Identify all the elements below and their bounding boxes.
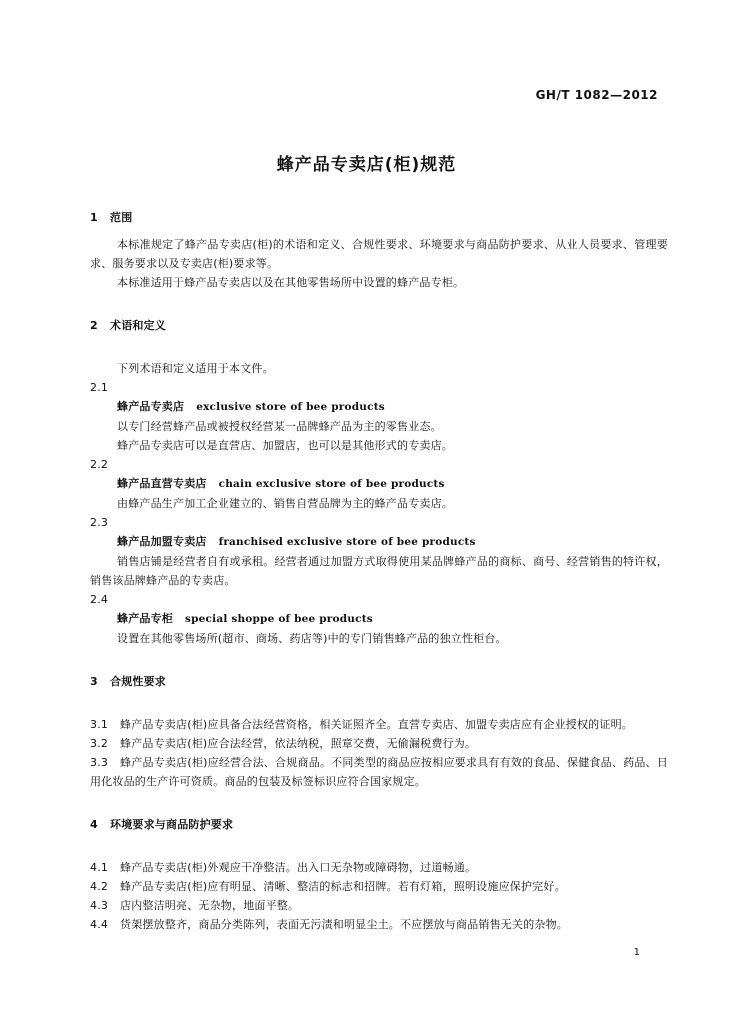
section-heading-environment	[90, 815, 668, 834]
document-title: 蜂产品专卖店(柜)规范	[276, 155, 457, 175]
section-heading-compliance	[90, 672, 668, 691]
clause-number: 3.3	[90, 756, 109, 769]
clause-number: 4.3	[90, 899, 109, 912]
clause-number: 4.4	[90, 918, 109, 931]
clause-text: 蜂产品专卖店(柜)应合法经营，依法纳税，照章交费，无偷漏税费行为。	[120, 737, 477, 750]
page-number: 1	[633, 947, 640, 958]
term-entry	[90, 532, 668, 552]
section-title: 环境要求与商品防护要求	[110, 818, 234, 831]
clause-text: 蜂产品专卖店(柜)应经营合法、合规商品。不同类型的商品应按相应要求具有有效的食品、保健食品、药品、日用化妆品的生产许可资质。商品的包装及标签标识应符合国家规定。	[90, 756, 668, 788]
term-entry	[90, 397, 668, 417]
clause	[90, 734, 668, 753]
section-title: 术语和定义	[110, 319, 166, 332]
term-zh: 蜂产品加盟专卖店	[117, 535, 207, 548]
term-zh: 蜂产品专卖店	[117, 400, 185, 413]
clause	[90, 877, 668, 896]
clause-text: 店内整洁明亮、无杂物，地面平整。	[120, 899, 300, 912]
paragraph: 下列术语和定义适用于本文件。	[117, 362, 274, 375]
term-entry	[90, 474, 668, 494]
clause	[90, 896, 668, 915]
term-en: special shoppe of bee products	[185, 613, 373, 625]
term-en: chain exclusive store of bee products	[218, 478, 445, 490]
section-number: 2	[90, 319, 98, 332]
term-en: exclusive store of bee products	[196, 401, 385, 413]
clause-number: 3.1	[90, 718, 109, 731]
clause	[90, 858, 668, 877]
section-title: 范围	[110, 211, 133, 224]
clause-text: 蜂产品专卖店(柜)外观应干净整洁。出入口无杂物或障碍物，过道畅通。	[120, 861, 477, 874]
term-number: 2.2	[90, 458, 109, 471]
paragraph: 本标准适用于蜂产品专卖店以及在其他零售场所中设置的蜂产品专柜。	[117, 276, 465, 289]
term-definition: 销售店铺是经营者自有或承租。经营者通过加盟方式取得使用某品牌蜂产品的商标、商号、经营销售的特许权，销售该品牌蜂产品的专卖店。	[90, 555, 668, 587]
term-number: 2.1	[90, 381, 109, 394]
clause-number: 3.2	[90, 737, 109, 750]
standard-code: GH/T 1082—2012	[535, 88, 658, 102]
term-definition: 以专门经营蜂产品或被授权经营某一品牌蜂产品为主的零售业态。	[117, 420, 442, 433]
clause-number: 4.2	[90, 880, 109, 893]
clause-text: 蜂产品专卖店(柜)应有明显、清晰、整洁的标志和招牌。若有灯箱，照明设施应保护完好。	[120, 880, 566, 893]
section-title: 合规性要求	[110, 675, 166, 688]
paragraph: 本标准规定了蜂产品专卖店(柜)的术语和定义、合规性要求、环境要求与商品防护要求、从业人员要求、管理要求、服务要求以及专卖店(柜)要求等。	[90, 238, 668, 270]
term-number: 2.3	[90, 516, 109, 529]
term-number: 2.4	[90, 593, 109, 606]
term-en: franchised exclusive store of bee products	[218, 536, 476, 548]
clause-text: 货架摆放整齐，商品分类陈列，表面无污渍和明显尘土。不应摆放与商品销售无关的杂物。	[120, 918, 568, 931]
section-number: 4	[90, 818, 98, 831]
section-heading-terms	[90, 316, 668, 335]
term-definition: 由蜂产品生产加工企业建立的、销售自营品牌为主的蜂产品专卖店。	[117, 497, 453, 510]
clause	[90, 753, 668, 791]
document-body	[90, 208, 668, 934]
term-zh: 蜂产品专柜	[117, 612, 173, 625]
section-number: 3	[90, 675, 98, 688]
term-definition: 设置在其他零售场所(超市、商场、药店等)中的专门销售蜂产品的独立性柜台。	[117, 632, 507, 645]
term-note: 蜂产品专卖店可以是直营店、加盟店，也可以是其他形式的专卖店。	[117, 439, 453, 452]
section-number: 1	[90, 211, 98, 224]
clause-text: 蜂产品专卖店(柜)应具备合法经营资格，相关证照齐全。直营专卖店、加盟专卖店应有企业授权的证明。	[120, 718, 633, 731]
clause	[90, 715, 668, 734]
clause-number: 4.1	[90, 861, 109, 874]
section-heading-scope	[90, 208, 668, 227]
clause	[90, 915, 668, 934]
term-zh: 蜂产品直营专卖店	[117, 477, 207, 490]
term-entry	[90, 609, 668, 629]
